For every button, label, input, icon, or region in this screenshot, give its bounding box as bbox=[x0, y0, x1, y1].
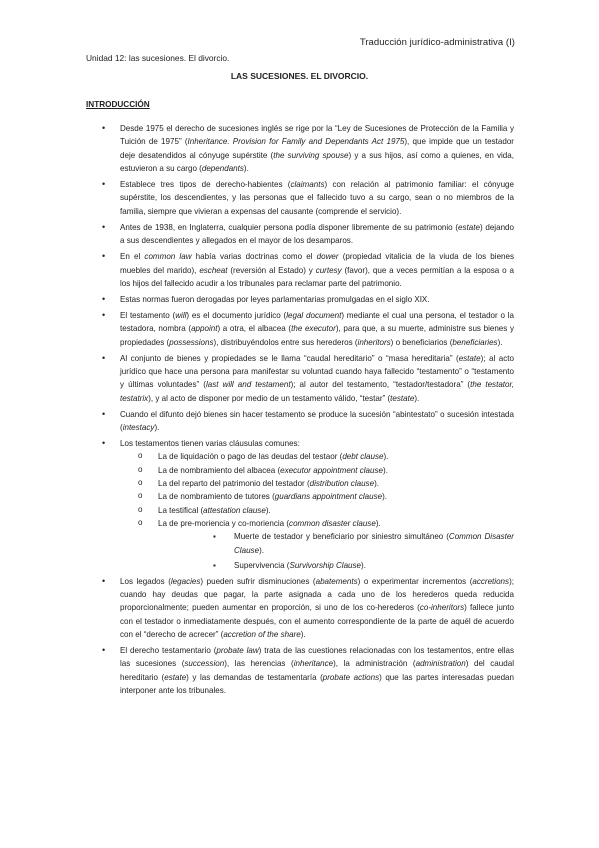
list-item: • El derecho testamentario (probate law) trata de las cuestiones relacionadas con los testamentos, entre ellas las sucesiones (succession), las herencias (inheritance), la administración (administration) del caudal hereditario (estate) y las demandas de testamentaría (probate actions) que las partes interesadas puedan interponer ante los tribunales. bbox=[86, 644, 514, 697]
list-item: • Establece tres tipos de derecho-habientes (claimants) con relación al patrimonio familiar: el cónyuge supérstite, los descendientes, y las personas que el fallecido tuvo a su cargo, sean o no miembros de la familia, siempre que vivieran a expensas del causante (comprende el servicio). bbox=[86, 178, 514, 218]
list-item: • Antes de 1938, en Inglaterra, cualquier persona podía disponer libremente de su patrimonio (estate) dejando a sus descendientes y allegados en el mayor de los desamparos. bbox=[86, 221, 514, 248]
list-item: • Cuando el difunto dejó bienes sin hacer testamento se produce la sucesión “abintestato” o sucesión intestada (intestacy). bbox=[86, 408, 514, 435]
list-item: • En el common law había varias doctrinas como el dower (propiedad vitalicia de la viuda de los bienes muebles del marido), escheat (reversión al Estado) y curtesy (favor), que a veces permitían a la esposa o a los hijos del fallecido acudir a los tribunales para reclamar parte del patrimonio. bbox=[86, 250, 514, 290]
sub-clause-list bbox=[158, 530, 514, 572]
clause-item: o La de liquidación o pago de las deudas del testaor (debt clause). bbox=[120, 450, 514, 463]
list-item: • Al conjunto de bienes y propiedades se le llama “caudal hereditario” o “masa hereditaria” (estate); al acto jurídico que hace una persona para manifestar su voluntad cuando haya fallecido “testamento” o “testamento y últimas voluntades” (last will and testament); al autor del testamento, “testador/testadora” (the testator, testatrix), y al acto de disponer por medio de un testamento válido, “testar” (testate). bbox=[86, 352, 514, 405]
clause-item: o La testifical (attestation clause). bbox=[120, 504, 514, 517]
sub-clause-item: ▪ Supervivencia (Survivorship Clause). bbox=[196, 559, 514, 572]
unit-line: Unidad 12: las sucesiones. El divorcio. bbox=[86, 53, 230, 63]
list-item: • El testamento (will) es el documento jurídico (legal document) mediante el cual una persona, el testador o la testadora, nombra (appoint) a otra, el albacea (the executor), para que, a su muerte, administre sus bienes y propiedades (possessions), distribuyéndolos entre sus herederos (inheritors) o beneficiarios (beneficiaries). bbox=[86, 309, 514, 349]
list-item: • Los testamentos tienen varias cláusulas comunes: o La de liquidación o pago de las deudas del testaor (debt clause). o La de nombramiento del albacea (executor appointment clause). o La del reparto del patrimonio del testador (distribution clause). o La de nombramiento de tutores (guardians appointment clause). o La testifical (attestation clause). o La de pre-moriencia y co-moriencia (common disaster clause). ▪ Muerte de testador y beneficiario por siniestro simultáneo (Common Disaster Clause). ▪ Supervivencia (Survivorship Clause). bbox=[86, 437, 514, 572]
clause-item: o La de nombramiento del albacea (executor appointment clause). bbox=[120, 464, 514, 477]
section-heading: INTRODUCCIÓN bbox=[86, 100, 150, 109]
course-header: Traducción jurídico-administrativa (I) bbox=[359, 37, 515, 48]
sub-clause-item: ▪ Muerte de testador y beneficiario por siniestro simultáneo (Common Disaster Clause). bbox=[196, 530, 514, 557]
clause-item: o La del reparto del patrimonio del testador (distribution clause). bbox=[120, 477, 514, 490]
clause-list bbox=[120, 450, 514, 572]
list-item: • Desde 1975 el derecho de sucesiones inglés se rige por la “Ley de Sucesiones de Protección de la Familia y Tuición de 1975” (Inheritance. Provision for Family and Dependants Act 1975), que impide que un testador deje desatendidos al cónyuge supérstite (the surviving spouse) y a sus hijos, así como a quienes, en vida, estuvieron a su cargo (dependants). bbox=[86, 122, 514, 175]
document-title: LAS SUCESIONES. EL DIVORCIO. bbox=[230, 71, 369, 81]
body-list bbox=[86, 122, 514, 700]
clause-item: o La de nombramiento de tutores (guardians appointment clause). bbox=[120, 490, 514, 503]
list-item: • Estas normas fueron derogadas por leyes parlamentarias promulgadas en el siglo XIX. bbox=[86, 293, 514, 306]
clause-item: o La de pre-moriencia y co-moriencia (common disaster clause). ▪ Muerte de testador y beneficiario por siniestro simultáneo (Common Disaster Clause). ▪ Supervivencia (Survivorship Clause). bbox=[120, 517, 514, 572]
list-item: • Los legados (legacies) pueden sufrir disminuciones (abatements) o experimentar incrementos (accretions); cuando hay deudas que pagar, la parte asignada a cada uno de los herederos queda reducida proporcionalmente; pueden aumentar en proporción, si uno de los co-herederos (co-inheritors) fallece junto con el testador o inmediatamente después, con el aumento correspondiente de la parte de aquél de acuerdo con el “derecho de acrecer” (accretion of the share). bbox=[86, 575, 514, 642]
